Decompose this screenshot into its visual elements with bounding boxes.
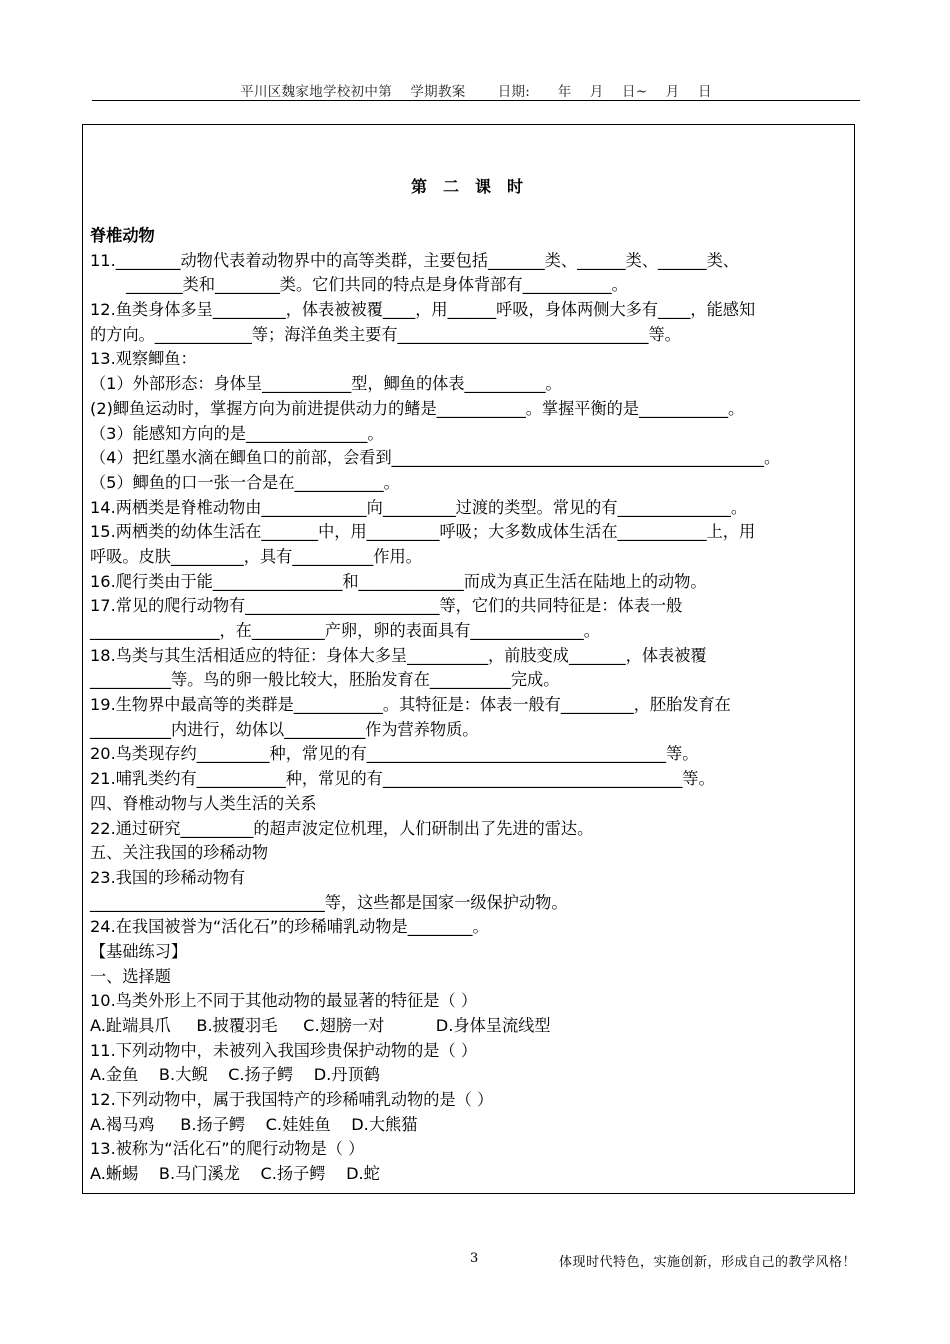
worksheet-line: 10.鸟类外形上不同于其他动物的最显著的特征是（ ）	[90, 991, 478, 1011]
worksheet-line: A.金鱼 B.大鲵 C.扬子鳄 D.丹顶鹤	[90, 1065, 380, 1085]
page-header: 平川区魏家地学校初中第 学期教案 日期: 年 月 日~ 月 日	[92, 80, 860, 101]
worksheet-line: 21.哺乳类约有___________种，常见的有_____________________________________等。	[90, 769, 715, 789]
worksheet-line: 五、关注我国的珍稀动物	[90, 843, 269, 863]
worksheet-line: 13.观察鲫鱼：	[90, 349, 197, 369]
worksheet-line: 12.鱼类身体多呈_________，体表被被覆____，用______呼吸，身体两侧大多有____，能感知	[90, 300, 756, 320]
worksheet-line: _____________________________等，这些都是国家一级保护动物。	[90, 892, 568, 912]
worksheet-line: 四、脊椎动物与人类生活的关系	[90, 793, 317, 813]
worksheet-line: (2)鲫鱼运动时，掌握方向为前进提供动力的鳍是___________。掌握平衡的是___________。	[90, 398, 745, 418]
worksheet-line: _______类和________类。它们共同的特点是身体背部有___________。	[90, 275, 628, 295]
worksheet-line: （3）能感知方向的是_______________。	[90, 423, 384, 443]
worksheet-line: 脊椎动物	[90, 226, 155, 245]
footer-motto: 体现时代特色，实施创新，形成自己的教学风格！	[558, 1255, 856, 1270]
worksheet-line: 19.生物界中最高等的类群是___________。其特征是：体表一般有_________，胚胎发育在	[90, 695, 731, 715]
worksheet-line: 24.在我国被誉为“活化石”的珍稀哺乳动物是________。	[90, 917, 489, 937]
worksheet-line: 呼吸。皮肤_________，具有__________作用。	[90, 546, 422, 566]
worksheet-line: 12.下列动物中，属于我国特产的珍稀哺乳动物的是（ ）	[90, 1090, 494, 1110]
worksheet-line: （4）把红墨水滴在鲫鱼口的前部，会看到______________________________________________。	[90, 448, 781, 468]
worksheet-line: __________内进行，幼体以__________作为营养物质。	[90, 719, 479, 739]
worksheet-line: 18.鸟类与其生活相适应的特征：身体大多呈__________，前肢变成_______，体表被覆	[90, 645, 707, 665]
worksheet-line: 20.鸟类现存约_________种，常见的有_____________________________________等。	[90, 744, 699, 764]
worksheet-line: 17.常见的爬行动物有________________________等，它们的共同特征是：体表一般	[90, 596, 683, 616]
worksheet-line: 11.下列动物中，未被列入我国珍贵保护动物的是（ ）	[90, 1040, 478, 1060]
worksheet-line: __________等。鸟的卵一般比较大，胚胎发育在__________完成。	[90, 670, 560, 690]
worksheet-line: 13.被称为“活化石”的爬行动物是（ ）	[90, 1139, 365, 1159]
worksheet-line: 一、选择题	[90, 966, 171, 986]
worksheet-line: （5）鲫鱼的口一张一合是在___________。	[90, 472, 400, 492]
worksheet-line: ________________，在_________产卵，卵的表面具有______________。	[90, 621, 600, 640]
worksheet-line: A.蜥蜴 B.马门溪龙 C.扬子鳄 D.蛇	[90, 1164, 380, 1184]
worksheet-line: （1）外部形态：身体呈___________型，鲫鱼的体表__________。	[90, 374, 562, 394]
worksheet-line: 11.________动物代表着动物界中的高等类群，主要包括_______类、______类、______类、	[90, 250, 739, 270]
page-number: 3	[470, 1251, 479, 1266]
worksheet-line: 15.两栖类的幼体生活在_______中，用_________呼吸；大多数成体生活在___________上，用	[90, 522, 756, 542]
worksheet-line: 【基础练习】	[90, 941, 188, 961]
worksheet-line: 22.通过研究_________的超声波定位机理，人们研制出了先进的雷达。	[90, 818, 594, 838]
worksheet-line: 的方向。____________等；海洋鱼类主要有_______________________________等。	[90, 324, 681, 344]
worksheet-body	[90, 224, 850, 1187]
lesson-title: 第二课时	[410, 177, 539, 196]
worksheet-line: A.褐马鸡 B.扬子鳄 C.娃娃鱼 D.大熊猫	[90, 1114, 418, 1134]
worksheet-line: 16.爬行类由于能________________和_____________而成为真正生活在陆地上的动物。	[90, 571, 707, 591]
worksheet-line: 23.我国的珍稀动物有	[90, 867, 246, 887]
worksheet-line: 14.两栖类是脊椎动物由_____________向_________过渡的类型。常见的有______________。	[90, 497, 748, 517]
worksheet-line: A.趾端具爪 B.披覆羽毛 C.翅膀一对 D.身体呈流线型	[90, 1016, 551, 1035]
